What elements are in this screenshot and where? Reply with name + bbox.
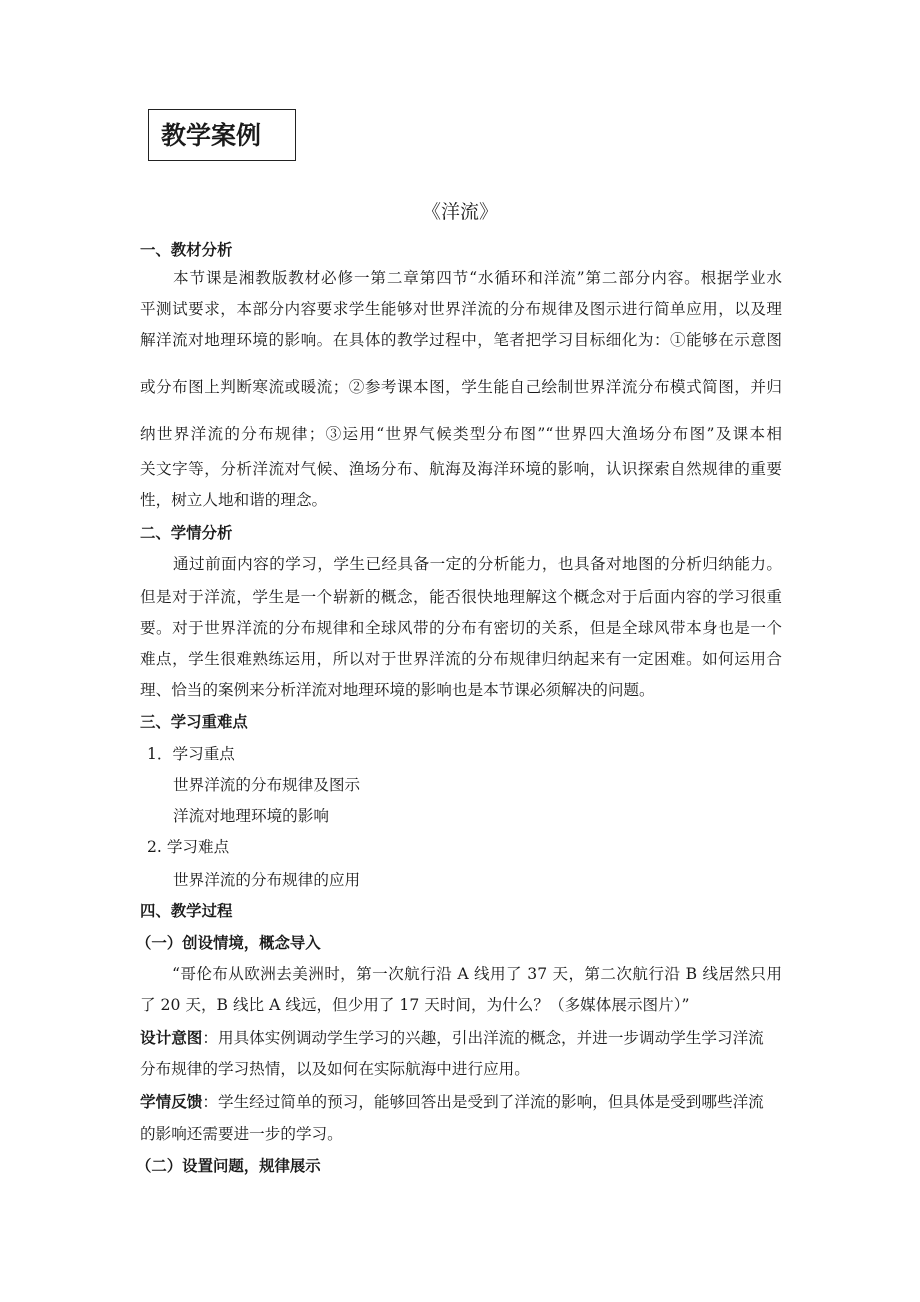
list-item: 世界洋流的分布规律及图示: [173, 776, 361, 794]
paragraph-line: 分布规律的学习热情，以及如何在实际航海中进行应用。: [140, 1060, 530, 1078]
feedback-label: 学情反馈: [140, 1093, 203, 1111]
list-item: 2. 学习难点: [147, 838, 230, 856]
paragraph-line: 的影响还需要进一步的学习。: [140, 1125, 343, 1143]
paragraph-line: 但是对于洋流，学生是一个崭新的概念，能否很快地理解这个概念对于后面内容的学习很重: [140, 588, 782, 606]
paragraph-line: 性，树立人地和谐的理念。: [140, 491, 328, 509]
feedback-line: [140, 1092, 764, 1112]
document-title: 《洋流》: [421, 201, 498, 223]
subsection-heading-2: （二）设置问题，规律展示: [136, 1157, 321, 1175]
paragraph-line: 纳世界洋流的分布规律；③运用“世界气候类型分布图”“世界四大渔场分布图”及课本相: [140, 425, 782, 443]
paragraph-line: 平测试要求，本部分内容要求学生能够对世界洋流的分布规律及图示进行简单应用，以及理: [140, 300, 782, 318]
paragraph-line: 理、恰当的案例来分析洋流对地理环境的影响也是本节课必须解决的问题。: [140, 681, 655, 699]
feedback-text: ：学生经过简单的预习，能够回答出是受到了洋流的影响，但具体是受到哪些洋流: [202, 1093, 764, 1111]
section-heading-4: 四、教学过程: [140, 902, 233, 920]
design-intent-text: ：用具体实例调动学生学习的兴趣，引出洋流的概念，并进一步调动学生学习洋流: [202, 1029, 764, 1047]
section-heading-2: 二、学情分析: [140, 524, 233, 542]
paragraph-line: 本节课是湘教版教材必修一第二章第四节“水循环和洋流”第二部分内容。根据学业水: [173, 269, 782, 287]
paragraph-line: 解洋流对地理环境的影响。在具体的教学过程中，笔者把学习目标细化为：①能够在示意图: [140, 331, 782, 349]
quote-line: 了 20 天，B 线比 A 线远，但少用了 17 天时间，为什么？（多媒体展示图片）”: [140, 996, 690, 1014]
quote-line: “哥伦布从欧洲去美洲时，第一次航行沿 A 线用了 37 天，第二次航行沿 B 线居然只用: [172, 965, 782, 983]
list-item: 洋流对地理环境的影响: [173, 807, 329, 825]
section-heading-1: 一、教材分析: [140, 241, 233, 259]
list-item: 世界洋流的分布规律的应用: [173, 871, 361, 889]
paragraph-line: 或分布图上判断寒流或暖流；②参考课本图，学生能自己绘制世界洋流分布模式简图，并归: [140, 378, 782, 396]
paragraph-line: 要。对于世界洋流的分布规律和全球风带的分布有密切的关系，但是全球风带本身也是一个: [140, 619, 782, 637]
paragraph-line: 关文字等，分析洋流对气候、渔场分布、航海及海洋环境的影响，认识探索自然规律的重要: [140, 460, 782, 478]
design-intent-line: [140, 1028, 764, 1048]
subsection-heading-1: （一）创设情境，概念导入: [136, 934, 321, 952]
list-item: 1．学习重点: [147, 745, 235, 763]
paragraph-line: 难点，学生很难熟练运用，所以对于世界洋流的分布规律归纳起来有一定困难。如何运用合: [140, 650, 782, 668]
paragraph-line: 通过前面内容的学习，学生已经具备一定的分析能力，也具备对地图的分析归纳能力。: [173, 555, 782, 573]
design-intent-label: 设计意图: [140, 1029, 203, 1047]
section-heading-3: 三、学习重难点: [140, 713, 248, 731]
case-label-box: 教学案例: [148, 109, 296, 161]
